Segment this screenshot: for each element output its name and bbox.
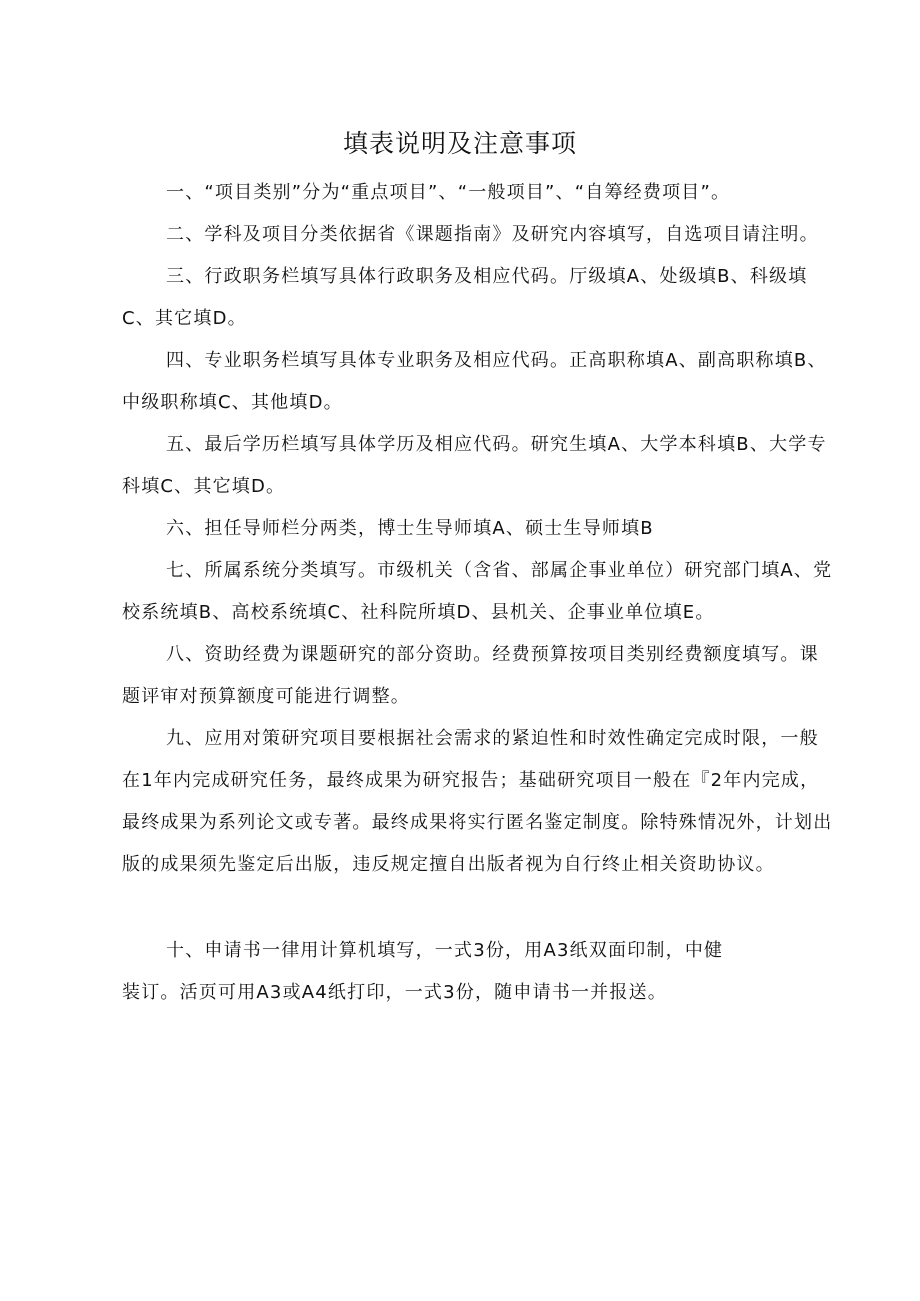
instruction-item-9: 九、应用对策研究项目要根据社会需求的紧迫性和时效性确定完成时限，一般在1年内完成研究任务，最终成果为研究报告；基础研究项目一般在『2年内完成，最终成果为系列论文或专著。最终成果将实行匿名鉴定制度。除特殊情况外，计划出版的成果须先鉴定后出版，违反规定擅自出版者视为自行终止相关资助协议。	[122, 728, 833, 875]
instruction-item-10-continued: 装订。活页可用A3或A4纸打印，一式3份，随申请书一并报送。	[122, 982, 667, 1003]
page-title: 填表说明及注意事项	[342, 129, 577, 158]
instruction-item-5: 五、最后学历栏填写具体学历及相应代码。研究生填A、大学本科填B、大学专科填C、其它填D。	[122, 434, 827, 497]
instruction-item-4: 四、专业职务栏填写具体专业职务及相应代码。正高职称填A、副高职称填B、中级职称填C、其他填D。	[122, 350, 827, 413]
instruction-item-6: 六、担任导师栏分两类，博士生导师填A、硕士生导师填B	[166, 518, 654, 539]
instruction-item-8: 八、资助经费为课题研究的部分资助。经费预算按项目类别经费额度填写。课题评审对预算额度可能进行调整。	[122, 644, 819, 707]
instruction-item-7: 七、所属系统分类填写。市级机关（含省、部属企事业单位）研究部门填A、党校系统填B、高校系统填C、社科院所填D、县机关、企事业单位填E。	[122, 560, 833, 623]
instruction-item-3: 三、行政职务栏填写具体行政职务及相应代码。厅级填A、处级填B、科级填C、其它填D。	[122, 266, 808, 329]
instruction-item-10: 十、申请书一律用计算机填写，一式3份，用A3纸双面印制，中健	[166, 940, 724, 961]
instruction-item-1: 一、“项目类别”分为“重点项目”、“一般项目”、“自筹经费项目”。	[166, 182, 731, 203]
instruction-item-2: 二、学科及项目分类依据省《课题指南》及研究内容填写，自选项目请注明。	[166, 224, 819, 245]
